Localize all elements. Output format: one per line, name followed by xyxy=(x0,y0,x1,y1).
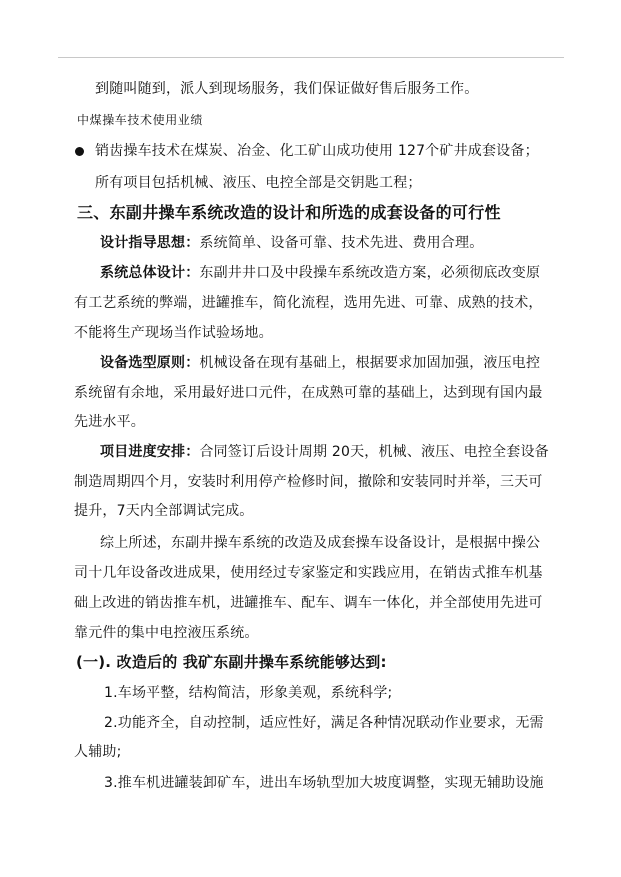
list-item-2-cont: 人辅助; xyxy=(74,744,122,760)
paragraph-equipment-selection xyxy=(100,353,540,373)
text-line-17: 司十几年设备改进成果，使用经过专家鉴定和实践应用，在销齿式推车机基 xyxy=(74,565,543,581)
text-schedule: 合同签订后设计周期 20天，机械、液压、电控全套设备 xyxy=(199,444,549,460)
list-item-3: 3.推车机进罐装卸矿车，进出车场轨型加大坡度调整，实现无辅助设施 xyxy=(104,775,544,791)
label-schedule: 项目进度安排： xyxy=(100,444,200,460)
text-line-8: 有工艺系统的弊端，进罐推车，简化流程，选用先进、可靠、成熟的技术， xyxy=(74,295,543,311)
subheading-1: (一). 改造后的 我矿东副井操车系统能够达到: xyxy=(76,653,387,671)
text-line-1: 到随叫随到，派人到现场服务，我们保证做好售后服务工作。 xyxy=(95,81,479,97)
text-equipment-selection: 机械设备在现有基础上，根据要求加固加强，液压电控 xyxy=(199,355,541,371)
text-line-4: 所有项目包括机械、液压、电控全部是交钥匙工程； xyxy=(95,175,422,191)
list-item-1: 1.车场平整，结构简洁，形象美观，系统科学; xyxy=(104,685,393,701)
label-design-philosophy: 设计指导思想： xyxy=(100,235,200,251)
section-title-performance: 中煤操车技术使用业绩 xyxy=(77,113,204,127)
text-line-19: 靠元件的集中电控液压系统。 xyxy=(74,625,259,641)
text-line-14: 制造周期四个月，安装时利用停产检修时间，撤除和安装同时并举，三天可 xyxy=(74,474,543,490)
text-line-15: 提升，7天内全部调试完成。 xyxy=(74,503,254,519)
paragraph-overall-design xyxy=(100,263,540,283)
text-line-16: 综上所述，东副井操车系统的改造及成套操车设备设计，是根据中操公 xyxy=(100,535,541,551)
list-item-2: 2.功能齐全，自动控制，适应性好，满足各种情况联动作业要求，无需 xyxy=(104,715,544,731)
bullet-icon xyxy=(75,147,84,156)
text-line-11: 系统留有余地，采用最好进口元件，在成熟可靠的基础上，达到现有国内最 xyxy=(74,385,543,401)
label-equipment-selection: 设备选型原则： xyxy=(100,355,200,371)
text-design-philosophy: 系统简单、设备可靠、技术先进、费用合理。 xyxy=(199,235,484,251)
section-heading-3: 三、东副井操车系统改造的设计和所选的成套设备的可行性 xyxy=(77,203,501,222)
text-overall-design: 东副井井口及中段操车系统改造方案，必须彻底改变原 xyxy=(199,265,541,281)
text-line-18: 础上改进的销齿推车机，进罐推车、配车、调车一体化，并全部使用先进可 xyxy=(74,595,543,611)
label-overall-design: 系统总体设计： xyxy=(100,265,200,281)
paragraph-design-philosophy xyxy=(100,233,483,253)
paragraph-schedule xyxy=(100,442,549,462)
header-rule xyxy=(58,57,564,58)
text-line-12: 先进水平。 xyxy=(74,414,145,430)
text-line-9: 不能将生产现场当作试验场地。 xyxy=(74,325,273,341)
text-line-3: 销齿操车技术在煤炭、冶金、化工矿山成功使用 127个矿井成套设备； xyxy=(95,143,539,159)
